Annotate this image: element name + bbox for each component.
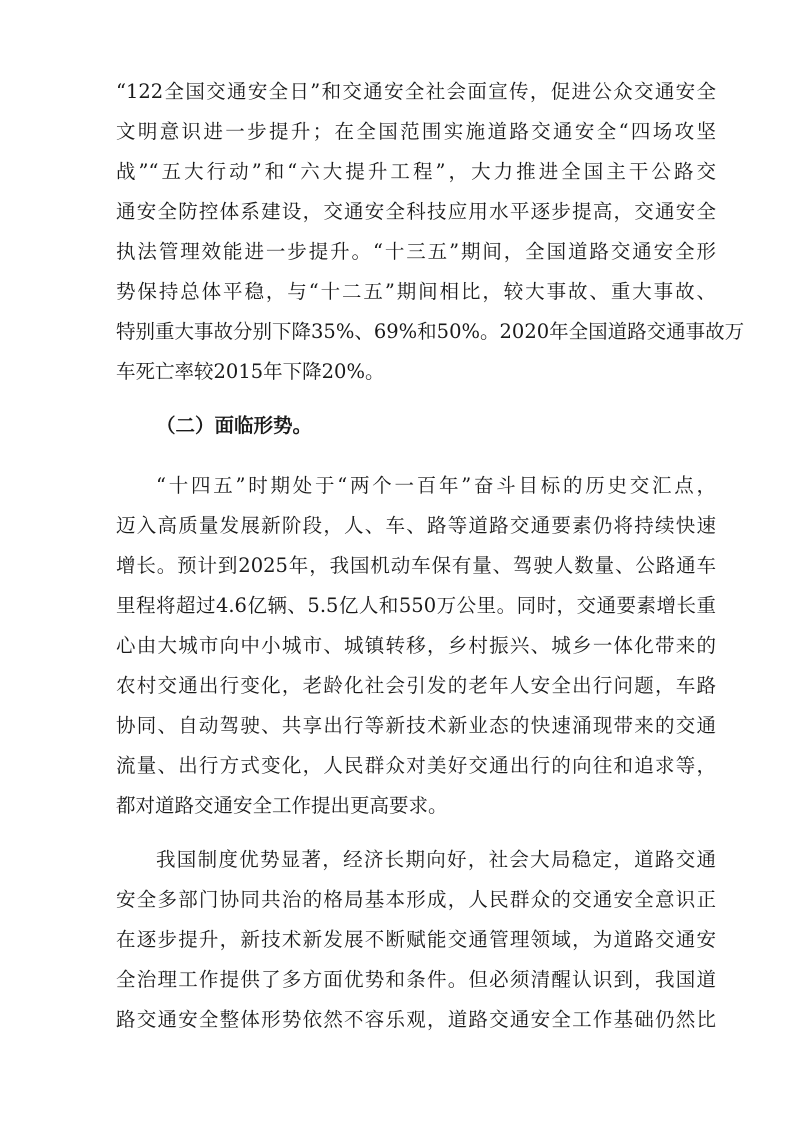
paragraph-line: 迈入高质量发展新阶段，人、车、路等道路交通要素仍将持续快速 [116,514,716,537]
paragraph-line: “122全国交通安全日”和交通安全社会面宣传，促进公众交通安全 [116,80,716,103]
paragraph-line: 心由大城市向中小城市、城镇转移，乡村振兴、城乡一体化带来的 [116,634,716,657]
paragraph-line: 战”“五大行动”和“六大提升工程”，大力推进全国主干公路交 [116,160,716,183]
paragraph-line: 协同、自动驾驶、共享出行等新技术新业态的快速涌现带来的交通 [116,714,716,737]
paragraph-line: “十四五”时期处于“两个一百年”奋斗目标的历史交汇点， [156,474,716,497]
paragraph-line: 全治理工作提供了多方面优势和条件。但必须清醒认识到，我国道 [116,968,716,991]
paragraph-line: 路交通安全整体形势依然不容乐观，道路交通安全工作基础仍然比 [116,1008,716,1031]
paragraph-line: 在逐步提升，新技术新发展不断赋能交通管理领域，为道路交通安 [116,928,716,951]
paragraph-line: 都对道路交通安全工作提出更高要求。 [116,794,448,817]
paragraph-line: 里程将超过4.6亿辆、5.5亿人和550万公里。同时，交通要素增长重 [116,594,716,617]
paragraph-line: 车死亡率较2015年下降20%。 [116,360,385,383]
paragraph-line: 流量、出行方式变化，人民群众对美好交通出行的向往和追求等， [116,754,716,777]
paragraph-line: 特别重大事故分别下降35%、69%和50%。2020年全国道路交通事故万 [116,320,745,343]
paragraph-line: 我国制度优势显著，经济长期向好，社会大局稳定，道路交通 [156,848,716,871]
paragraph-line: 农村交通出行变化，老龄化社会引发的老年人安全出行问题，车路 [116,674,716,697]
section-heading: （二）面临形势。 [156,414,313,437]
paragraph-line: 通安全防控体系建设，交通安全科技应用水平逐步提高，交通安全 [116,200,716,223]
paragraph-line: 文明意识进一步提升；在全国范围实施道路交通安全“四场攻坚 [116,120,716,143]
paragraph-line: 增长。预计到2025年，我国机动车保有量、驾驶人数量、公路通车 [116,554,716,577]
paragraph-line: 执法管理效能进一步提升。“十三五”期间，全国道路交通安全形 [116,240,716,263]
paragraph-line: 安全多部门协同共治的格局基本形成，人民群众的交通安全意识正 [116,888,716,911]
paragraph-line: 势保持总体平稳，与“十二五”期间相比，较大事故、重大事故、 [116,280,716,303]
